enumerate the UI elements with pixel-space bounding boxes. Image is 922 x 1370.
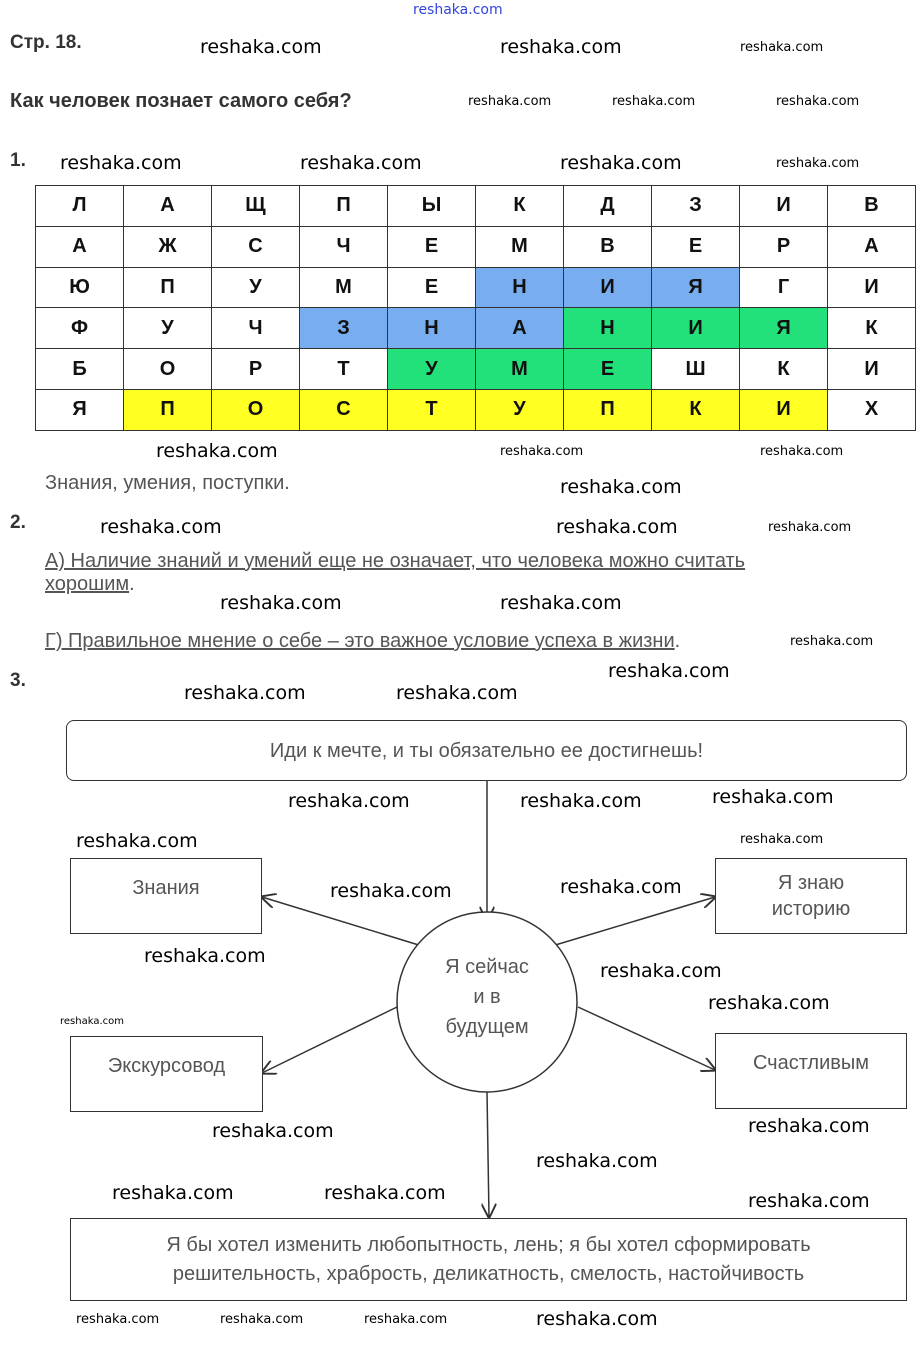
watermark: reshaka.com xyxy=(612,94,696,109)
task2-number: 2. xyxy=(10,512,26,533)
arrow-left-top xyxy=(262,897,422,946)
change-line1: Я бы хотел изменить любопытность, лень; я бы хотел сформировать xyxy=(166,1233,811,1256)
goal-text: Иди к мечте, и ты обязательно ее достигнешь! xyxy=(269,739,704,762)
grid-cell: М xyxy=(476,349,564,390)
watermark: reshaka.com xyxy=(768,520,852,535)
grid-cell: К xyxy=(828,308,916,349)
watermark: reshaka.com xyxy=(776,94,860,109)
grid-cell: И xyxy=(564,267,652,308)
grid-cell: Я xyxy=(740,308,828,349)
grid-cell: Р xyxy=(740,226,828,267)
grid-cell: У xyxy=(476,389,564,430)
watermark: reshaka.com xyxy=(760,444,844,459)
grid-cell: З xyxy=(652,186,740,227)
grid-cell: О xyxy=(212,389,300,430)
grid-cell: А xyxy=(828,226,916,267)
grid-cell: И xyxy=(828,267,916,308)
watermark: reshaka.com xyxy=(468,94,552,109)
grid-cell: У xyxy=(388,349,476,390)
watermark: reshaka.com xyxy=(600,960,722,982)
grid-cell: К xyxy=(652,389,740,430)
grid-cell: Е xyxy=(564,349,652,390)
watermark: reshaka.com xyxy=(144,945,266,967)
watermark: reshaka.com xyxy=(712,786,834,808)
arrow-right-top xyxy=(552,897,715,946)
watermark: reshaka.com xyxy=(76,1312,160,1327)
watermark: reshaka.com xyxy=(608,660,730,682)
watermark: reshaka.com xyxy=(413,2,503,18)
watermark: reshaka.com xyxy=(76,830,198,852)
task1-number: 1. xyxy=(10,150,26,171)
grid-cell: Щ xyxy=(212,186,300,227)
grid-cell: С xyxy=(212,226,300,267)
grid-cell: Т xyxy=(300,349,388,390)
guide-box xyxy=(70,1036,263,1112)
grid-cell: К xyxy=(740,349,828,390)
grid-cell: П xyxy=(300,186,388,227)
happy-box xyxy=(715,1033,907,1109)
watermark: reshaka.com xyxy=(748,1115,870,1137)
watermark: reshaka.com xyxy=(776,156,860,171)
watermark: reshaka.com xyxy=(60,1016,124,1027)
grid-cell: Г xyxy=(740,267,828,308)
center-line1: Я сейчас xyxy=(445,956,529,978)
grid-cell: П xyxy=(564,389,652,430)
grid-cell: Б xyxy=(36,349,124,390)
grid-cell: И xyxy=(740,186,828,227)
grid-cell: У xyxy=(124,308,212,349)
center-line2: и в xyxy=(473,986,501,1008)
watermark: reshaka.com xyxy=(396,682,518,704)
grid-cell: Ч xyxy=(300,226,388,267)
arrow-center-bottom xyxy=(487,1092,489,1217)
watermark: reshaka.com xyxy=(100,516,222,538)
task1-answer: Знания, умения, поступки. xyxy=(45,472,290,494)
grid-cell: И xyxy=(740,389,828,430)
grid-cell: В xyxy=(828,186,916,227)
grid-cell: И xyxy=(828,349,916,390)
grid-cell: Е xyxy=(388,267,476,308)
grid-cell: М xyxy=(300,267,388,308)
watermark: reshaka.com xyxy=(212,1120,334,1142)
grid-cell: М xyxy=(476,226,564,267)
task3-number: 3. xyxy=(10,670,26,691)
watermark: reshaka.com xyxy=(560,476,682,498)
grid-cell: Е xyxy=(652,226,740,267)
watermark: reshaka.com xyxy=(60,152,182,174)
knowledge-box xyxy=(70,858,262,934)
grid-cell: А xyxy=(36,226,124,267)
grid-cell: П xyxy=(124,389,212,430)
watermark: reshaka.com xyxy=(200,36,322,58)
watermark: reshaka.com xyxy=(324,1182,446,1204)
watermark: reshaka.com xyxy=(364,1312,448,1327)
center-text xyxy=(397,952,577,1042)
watermark: reshaka.com xyxy=(184,682,306,704)
grid-cell: Е xyxy=(388,226,476,267)
watermark: reshaka.com xyxy=(500,444,584,459)
grid-cell: Н xyxy=(388,308,476,349)
watermark: reshaka.com xyxy=(740,832,824,847)
answer-g-text: Г) Правильное мнение о себе – это важное условие успеха в жизни xyxy=(45,630,675,652)
grid-cell: У xyxy=(212,267,300,308)
center-line3: будущем xyxy=(445,1016,529,1038)
grid-cell: Т xyxy=(388,389,476,430)
watermark: reshaka.com xyxy=(536,1308,658,1330)
watermark: reshaka.com xyxy=(560,876,682,898)
watermark: reshaka.com xyxy=(112,1182,234,1204)
arrow-left-bottom xyxy=(262,1007,397,1073)
history-line2: историю xyxy=(771,898,851,920)
watermark: reshaka.com xyxy=(790,634,874,649)
grid-cell: С xyxy=(300,389,388,430)
watermark: reshaka.com xyxy=(536,1150,658,1172)
watermark: reshaka.com xyxy=(220,592,342,614)
watermark: reshaka.com xyxy=(220,1312,304,1327)
change-box xyxy=(70,1218,907,1301)
watermark: reshaka.com xyxy=(500,36,622,58)
watermark: reshaka.com xyxy=(288,790,410,812)
answer-a-line2: хорошим xyxy=(45,573,130,595)
grid-cell: Ш xyxy=(652,349,740,390)
history-box xyxy=(715,858,907,934)
page-label: Стр. 18. xyxy=(10,32,82,53)
watermark: reshaka.com xyxy=(560,152,682,174)
answer-a-line1: А) Наличие знаний и умений еще не означает, что человека можно считать xyxy=(45,550,746,572)
grid-cell: Н xyxy=(564,308,652,349)
watermark: reshaka.com xyxy=(556,516,678,538)
grid-cell: Ч xyxy=(212,308,300,349)
grid-cell: Я xyxy=(652,267,740,308)
happy-text: Счастливым xyxy=(752,1052,870,1074)
grid-cell: З xyxy=(300,308,388,349)
grid-cell: А xyxy=(476,308,564,349)
watermark: reshaka.com xyxy=(520,790,642,812)
grid-cell: Р xyxy=(212,349,300,390)
watermark: reshaka.com xyxy=(748,1190,870,1212)
grid-cell: Н xyxy=(476,267,564,308)
answer-a-end: . xyxy=(129,573,135,595)
grid-cell: Ю xyxy=(36,267,124,308)
watermark: reshaka.com xyxy=(740,40,824,55)
grid-cell: В xyxy=(564,226,652,267)
knowledge-text: Знания xyxy=(132,877,200,899)
watermark: reshaka.com xyxy=(330,880,452,902)
grid-cell: Ы xyxy=(388,186,476,227)
answer-g-end: . xyxy=(674,630,681,652)
watermark: reshaka.com xyxy=(500,592,622,614)
watermark: reshaka.com xyxy=(156,440,278,462)
page-title: Как человек познает самого себя? xyxy=(10,90,352,112)
watermark: reshaka.com xyxy=(300,152,422,174)
arrow-right-bottom xyxy=(578,1007,715,1070)
watermark: reshaka.com xyxy=(708,992,830,1014)
goal-box xyxy=(66,720,907,781)
change-line2: решительность, храбрость, деликатность, смелость, настойчивость xyxy=(172,1262,805,1285)
guide-text: Экскурсовод xyxy=(107,1055,226,1077)
grid-cell: Д xyxy=(564,186,652,227)
grid-cell: О xyxy=(124,349,212,390)
grid-cell: А xyxy=(124,186,212,227)
grid-cell: Я xyxy=(36,389,124,430)
grid-cell: К xyxy=(476,186,564,227)
grid-cell: Х xyxy=(828,389,916,430)
grid-cell: Ж xyxy=(124,226,212,267)
grid-cell: П xyxy=(124,267,212,308)
history-line1: Я знаю xyxy=(777,872,845,894)
grid-cell: Ф xyxy=(36,308,124,349)
grid-cell: Л xyxy=(36,186,124,227)
grid-cell: И xyxy=(652,308,740,349)
